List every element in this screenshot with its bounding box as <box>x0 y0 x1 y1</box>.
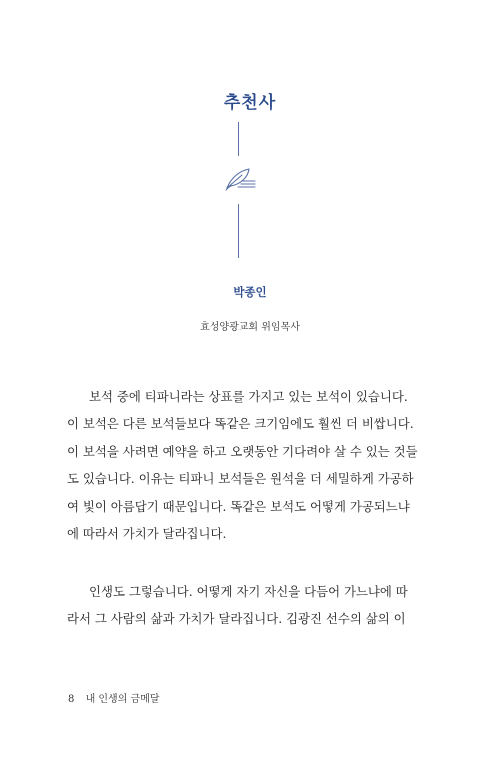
text-line: 이 보석은 다른 보석들보다 똑같은 크기임에도 훨씬 더 비쌉니다. <box>67 416 414 432</box>
text-line: 인생도 그렇습니다. 어떻게 자기 자신을 다듬어 가느냐에 따 <box>89 584 408 599</box>
book-title: 내 인생의 금메달 <box>85 694 160 705</box>
divider-line-top <box>238 122 239 156</box>
text-line: 에 따라서 가치가 달라집니다. <box>67 525 227 541</box>
author-title: 효성양광교회 위임목사 <box>200 322 300 333</box>
divider-line-bottom <box>238 204 239 258</box>
quill-pen-icon <box>222 162 258 196</box>
page-heading: 추천사 <box>223 93 277 113</box>
paragraph-1 <box>67 383 418 547</box>
text-line: 도 있습니다. 이유는 티파니 보석들은 원석을 더 세밀하게 가공하 <box>67 471 414 487</box>
paragraph-2 <box>67 578 407 633</box>
text-line: 이 보석을 사려면 예약을 하고 오랫동안 기다려야 살 수 있는 것들 <box>67 443 418 459</box>
text-line: 라서 그 사람의 삶과 가치가 달라집니다. 김광진 선수의 삶의 이 <box>67 611 406 627</box>
text-line: 여 빛이 아름답기 때문입니다. 똑같은 보석도 어떻게 가공되느냐 <box>67 498 410 514</box>
author-name: 박종인 <box>233 285 267 299</box>
text-line: 보석 중에 티파니라는 상표를 가지고 있는 보석이 있습니다. <box>89 389 408 404</box>
page-number: 8 <box>68 694 75 705</box>
page-footer <box>68 690 160 705</box>
